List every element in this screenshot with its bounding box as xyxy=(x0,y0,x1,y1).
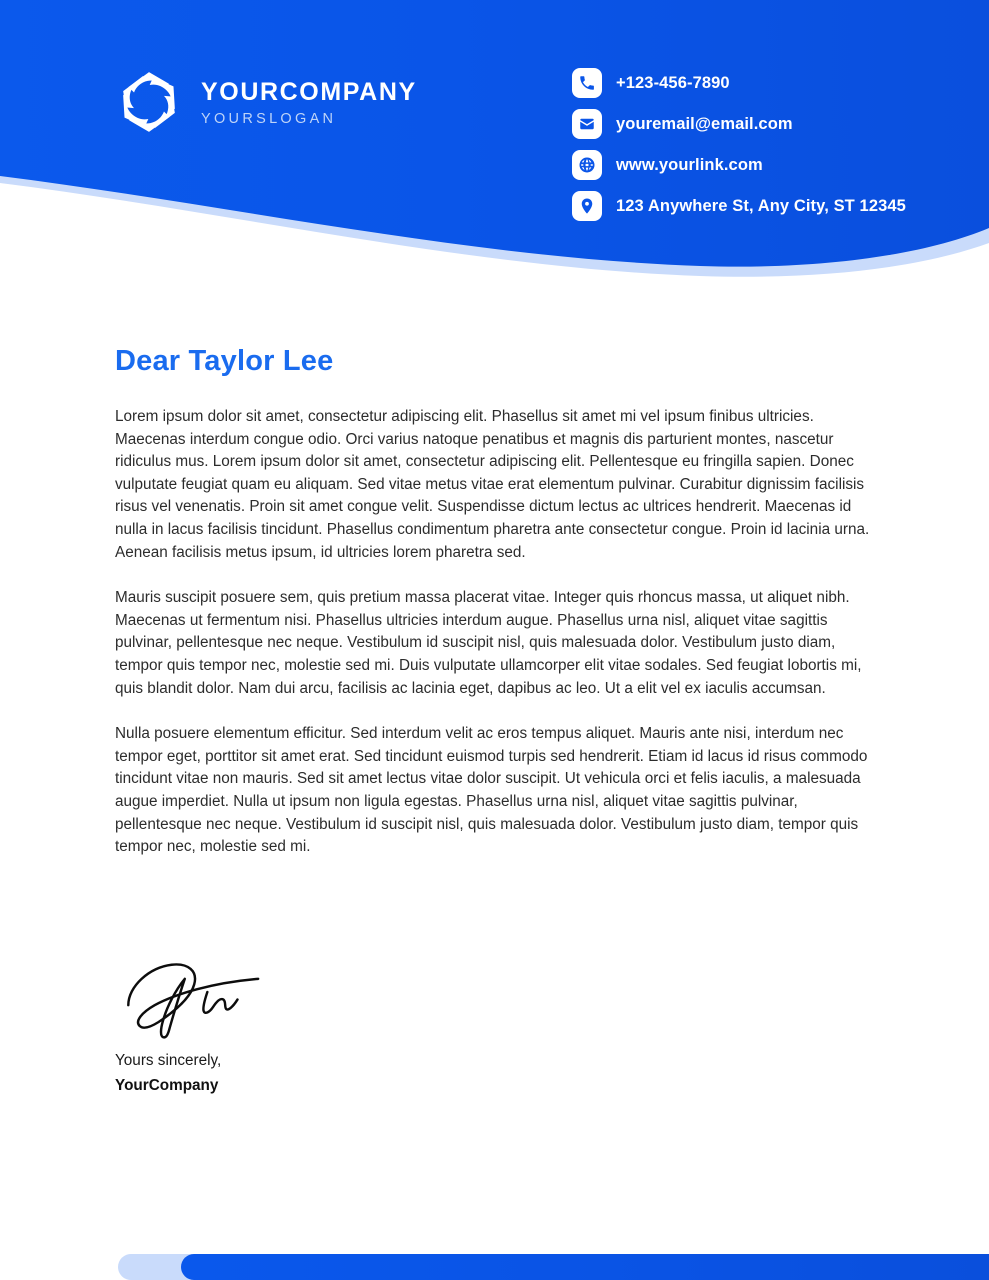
contact-list xyxy=(572,68,906,221)
location-pin-icon xyxy=(572,191,602,221)
brand-block xyxy=(115,68,417,136)
contact-item-address[interactable] xyxy=(572,191,906,221)
letterhead-footer xyxy=(0,1246,989,1280)
contact-item-phone[interactable] xyxy=(572,68,906,98)
letter-paragraph: Lorem ipsum dolor sit amet, consectetur adipiscing elit. Phasellus sit amet mi vel ipsum finibus ultricies. Maecenas interdum congue odio. Orci varius natoque penatibus et magnis dis parturient montes, nascetur ridiculus mus. Lorem ipsum dolor sit amet, consectetur adipiscing elit. Pellentesque eu fringilla sapien. Donec vulputate feugiat quam eu aliquam. Sed vitae metus vitae erat elementum pulvinar. Curabitur dignissim facilisis risus vel venenatis. Proin sit amet congue velit. Suspendisse dictum lectus ac ultrices hendrerit. Maecenas id nulla in lacus facilisis tincidunt. Phasellus condimentum pharetra ante consectetur congue. Proin id lacinia urna. Aenean facilisis metus ipsum, id ultricies lorem pharetra sed. xyxy=(115,408,870,561)
handwritten-signature-icon xyxy=(117,958,277,1043)
signature-company: YourCompany xyxy=(115,1077,219,1094)
contact-email-label: youremail@email.com xyxy=(616,114,793,133)
signature-block xyxy=(115,958,445,1096)
letter-greeting: Dear Taylor Lee xyxy=(115,345,334,377)
footer-bar-dark xyxy=(181,1254,989,1280)
envelope-icon xyxy=(572,109,602,139)
signature-closing: Yours sincerely, xyxy=(115,1052,222,1069)
company-slogan: YOURSLOGAN xyxy=(201,110,337,127)
letter-paragraph: Nulla posuere elementum efficitur. Sed interdum velit ac eros tempus aliquet. Mauris ante nisi, interdum nec tempor eget, porttitor sit amet erat. Sed tincidunt euismod turpis sed hendrerit. Etiam id lacus id risus commodo tincidunt vitae non mauris. Sed sit amet lectus vitae dolor suscipit. Ut vehicula orci et felis iaculis, a malesuada augue imperdiet. Nulla ut ipsum non ligula egestas. Phasellus urna nisl, aliquet vitae sagittis pulvinar, pellentesque nec neque. Vestibulum id suscipit nisl, quis malesuada dolor. Vestibulum justo diam, tempor quis tempor nec, molestie sed mi. xyxy=(115,725,868,856)
globe-icon xyxy=(572,150,602,180)
contact-item-email[interactable] xyxy=(572,109,906,139)
contact-item-website[interactable] xyxy=(572,150,906,180)
letterhead-header xyxy=(0,0,989,300)
brand-text xyxy=(201,77,417,126)
contact-address-label: 123 Anywhere St, Any City, ST 12345 xyxy=(616,196,906,215)
aperture-hexagon-logo-icon xyxy=(115,68,183,136)
contact-phone-label: +123-456-7890 xyxy=(616,73,730,92)
contact-website-label: www.yourlink.com xyxy=(616,155,763,174)
company-name: YOURCOMPANY xyxy=(201,78,417,107)
phone-icon xyxy=(572,68,602,98)
header-content xyxy=(0,0,989,220)
letter-paragraph: Mauris suscipit posuere sem, quis pretium massa placerat vitae. Integer quis rhoncus massa, ut aliquet nibh. Maecenas ut fermentum nisi. Phasellus ultricies interdum augue. Phasellus urna nisl, aliquet vitae sagittis pulvinar, pellentesque nec neque. Vestibulum id suscipit nisl, quis malesuada dolor. Vestibulum justo diam, tempor quis tempor nec, molestie sed mi. Duis vulputate ullamcorper elit vitae sodales. Sed feugiat lobortis mi, quis blandit dolor. Nam dui arcu, facilisis ac lacinia eget, dapibus ac leo. Ut a elit vel ex iaculis accumsan. xyxy=(115,589,862,697)
letter-body xyxy=(115,345,870,859)
